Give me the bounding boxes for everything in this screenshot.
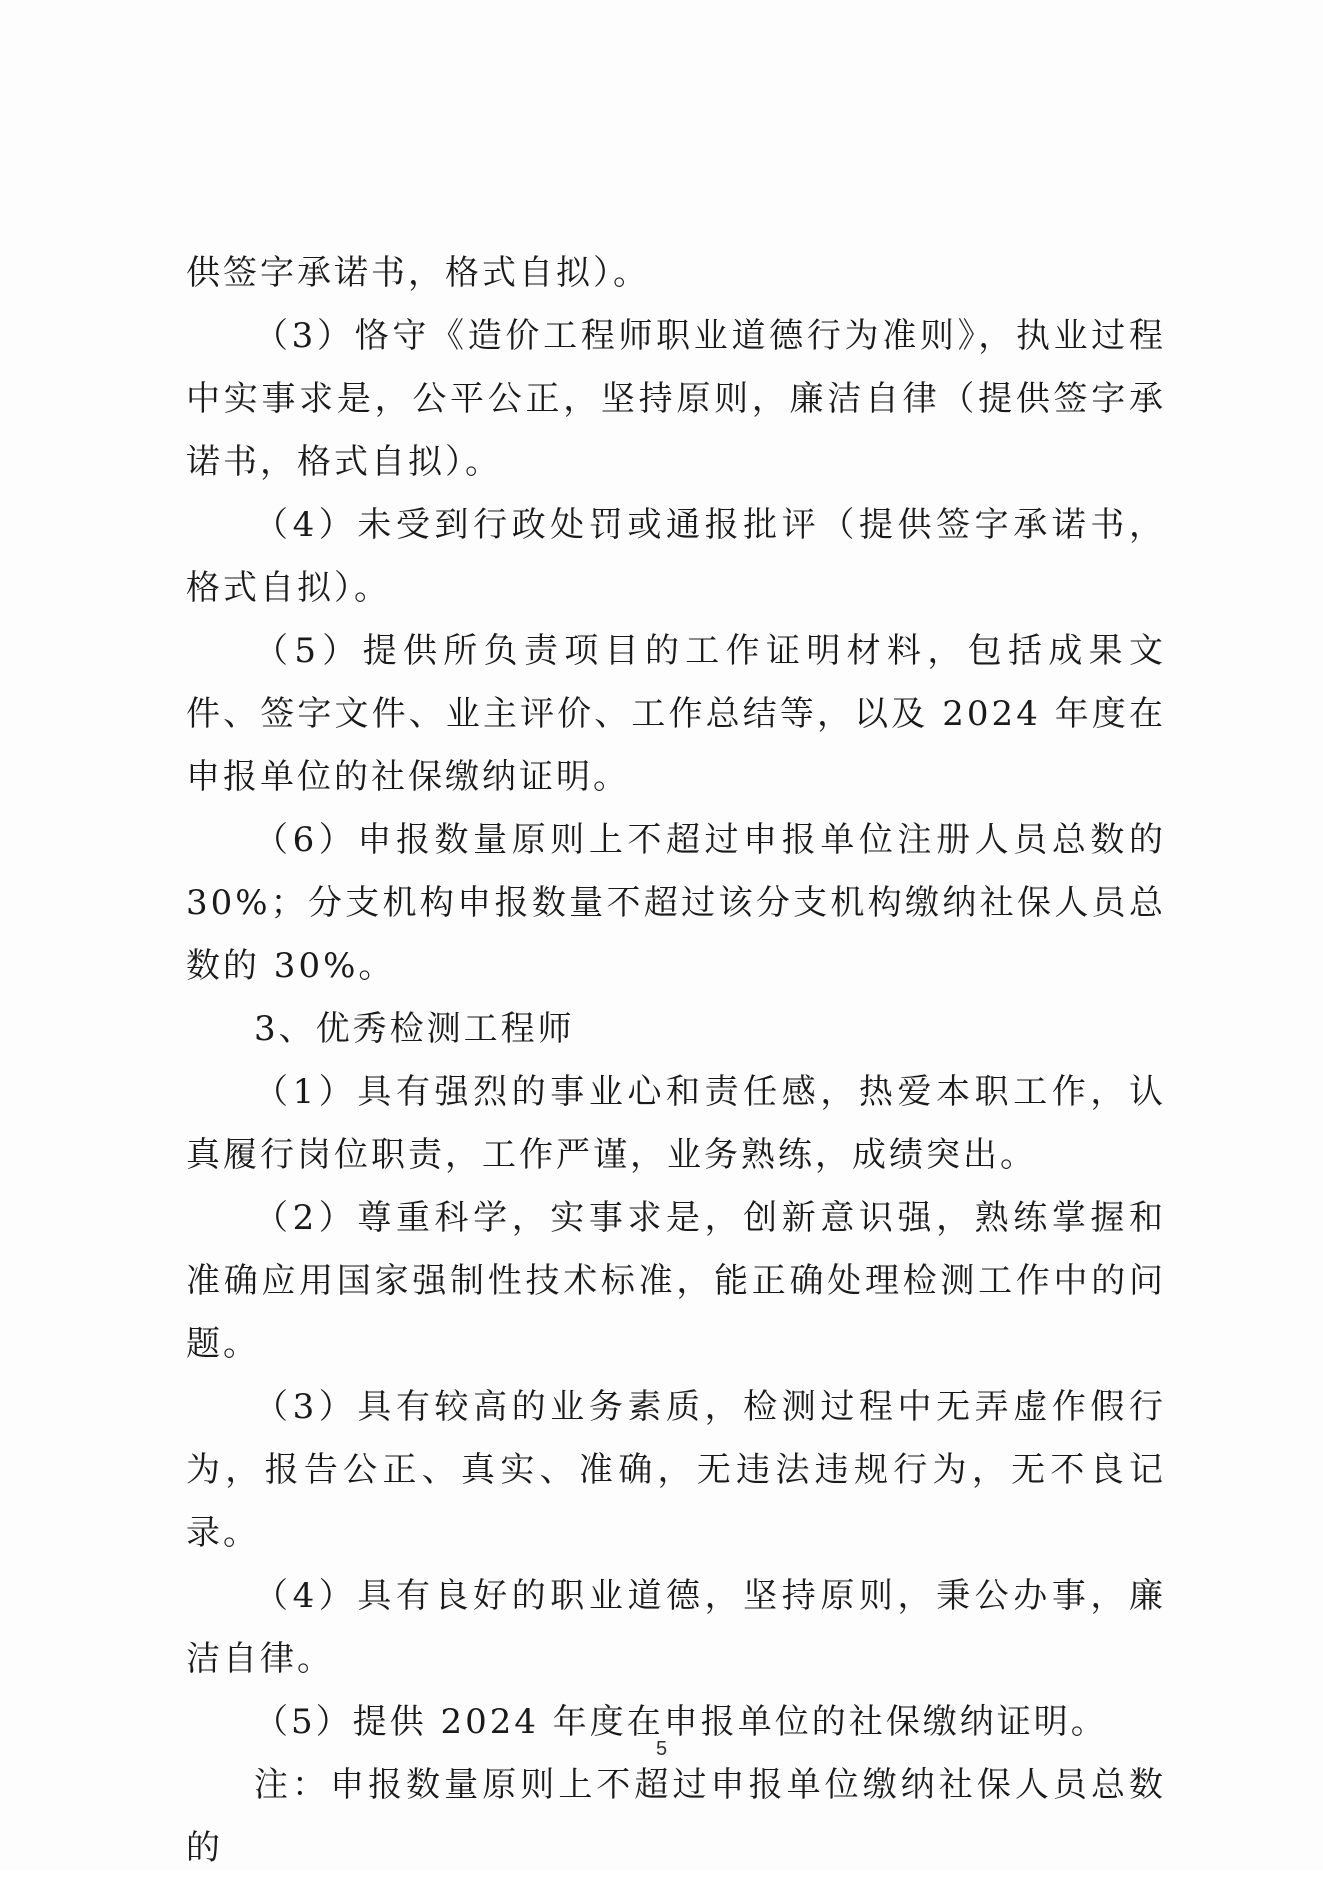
- document-body: [186, 242, 1166, 1880]
- section-item-2: （2）尊重科学，实事求是，创新意识强，熟练掌握和准确应用国家强制性技术标准，能正确处理检测工作中的问题。: [186, 1198, 1166, 1364]
- paragraph-item-6: （6）申报数量原则上不超过申报单位注册人员总数的 30%；分支机构申报数量不超过该分支机构缴纳社保人员总数的 30%。: [186, 820, 1166, 986]
- section-note: 注：申报数量原则上不超过申报单位缴纳社保人员总数的: [186, 1765, 1166, 1868]
- paragraph-item-3: （3）恪守《造价工程师职业道德行为准则》，执业过程中实事求是，公平公正，坚持原则，廉洁自律（提供签字承诺书，格式自拟）。: [186, 316, 1166, 482]
- section-item-5: （5）提供 2024 年度在申报单位的社保缴纳证明。: [254, 1702, 1108, 1742]
- paragraph-item-5: （5）提供所负责项目的工作证明材料，包括成果文件、签字文件、业主评价、工作总结等，以及 2024 年度在申报单位的社保缴纳证明。: [186, 631, 1166, 797]
- section-heading: 3、优秀检测工程师: [254, 1009, 575, 1049]
- section-item-3: （3）具有较高的业务素质，检测过程中无弄虚作假行为，报告公正、真实、准确，无违法违规行为，无不良记录。: [186, 1387, 1166, 1553]
- paragraph-item-4: （4）未受到行政处罚或通报批评（提供签字承诺书，格式自拟）。: [186, 505, 1166, 608]
- section-item-1: （1）具有强烈的事业心和责任感，热爱本职工作，认真履行岗位职责，工作严谨，业务熟练，成绩突出。: [186, 1072, 1166, 1175]
- section-item-4: （4）具有良好的职业道德，坚持原则，秉公办事，廉洁自律。: [186, 1576, 1166, 1679]
- page-number: 5: [655, 1738, 668, 1760]
- paragraph-continuation: 供签字承诺书，格式自拟）。: [186, 253, 650, 293]
